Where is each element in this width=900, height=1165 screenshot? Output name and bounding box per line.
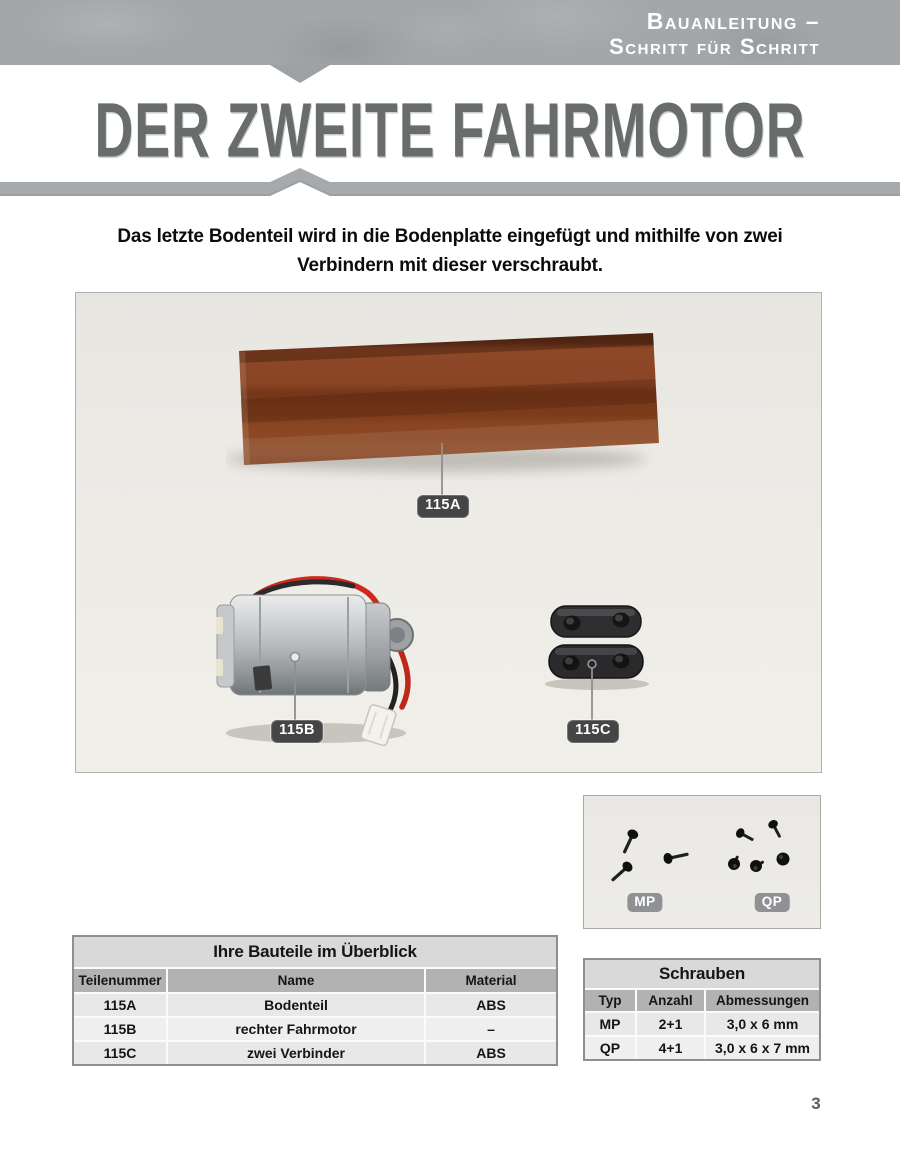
table-cell: ABS [426, 1042, 556, 1064]
screws-photo [583, 795, 821, 929]
mp-screw-icon [619, 828, 640, 856]
intro-line2: Verbindern mit dieser verschraubt. [297, 254, 603, 276]
qp-screw-icon [767, 818, 785, 839]
table-cell: Bodenteil [168, 994, 424, 1016]
parts-overview-table [72, 935, 558, 1066]
part-label-115a: 115A [417, 495, 469, 518]
qp-screw-icon [734, 827, 755, 845]
header-line2: Schritt für Schritt [609, 34, 820, 60]
table-cell: 115B [74, 1018, 166, 1040]
screws-table-title: Schrauben [585, 960, 819, 988]
header-line1: Bauanleitung – [646, 8, 820, 34]
header-text [609, 8, 820, 60]
screws-table [583, 958, 821, 1061]
col-header-anzahl: Anzahl [637, 990, 704, 1011]
part-label-115b: 115B [271, 720, 323, 743]
table-cell: QP [585, 1037, 635, 1059]
qp-screw-icon [748, 856, 767, 874]
table-cell: 3,0 x 6 mm [706, 1013, 819, 1035]
table-cell: 115C [74, 1042, 166, 1064]
page-number: 3 [811, 1094, 821, 1113]
col-header-typ: Typ [585, 990, 635, 1011]
parts-table-title: Ihre Bauteile im Überblick [74, 937, 556, 967]
col-header-name: Name [168, 969, 424, 992]
qp-screws-label: QP [755, 893, 790, 912]
col-header-abmessungen: Abmessungen [706, 990, 819, 1011]
table-cell: 2+1 [637, 1013, 704, 1035]
table-cell: zwei Verbinder [168, 1042, 424, 1064]
mp-screw-icon [662, 849, 689, 865]
table-cell: – [426, 1018, 556, 1040]
table-cell: 3,0 x 6 x 7 mm [706, 1037, 819, 1059]
table-cell: rechter Fahrmotor [168, 1018, 424, 1040]
table-cell: 115A [74, 994, 166, 1016]
table-cell: ABS [426, 994, 556, 1016]
page-title: DER ZWEITE FAHRMOTOR [94, 85, 806, 173]
part-label-115c: 115C [567, 720, 619, 743]
callout-lines [76, 293, 823, 774]
header-banner [0, 0, 900, 65]
parts-photo [75, 292, 822, 773]
intro-text [14, 222, 887, 280]
table-cell: 4+1 [637, 1037, 704, 1059]
mp-screws-label: MP [627, 893, 662, 912]
qp-screw-icon [777, 853, 790, 866]
qp-screw-icon [726, 853, 743, 872]
col-header-material: Material [426, 969, 556, 992]
table-cell: MP [585, 1013, 635, 1035]
intro-line1: Das letzte Bodenteil wird in die Bodenplatte eingefügt und mithilfe von zwei [117, 225, 783, 247]
col-header-teilenummer: Teilenummer [74, 969, 166, 992]
mp-screw-icon [608, 860, 634, 885]
chevron-divider [0, 167, 900, 197]
